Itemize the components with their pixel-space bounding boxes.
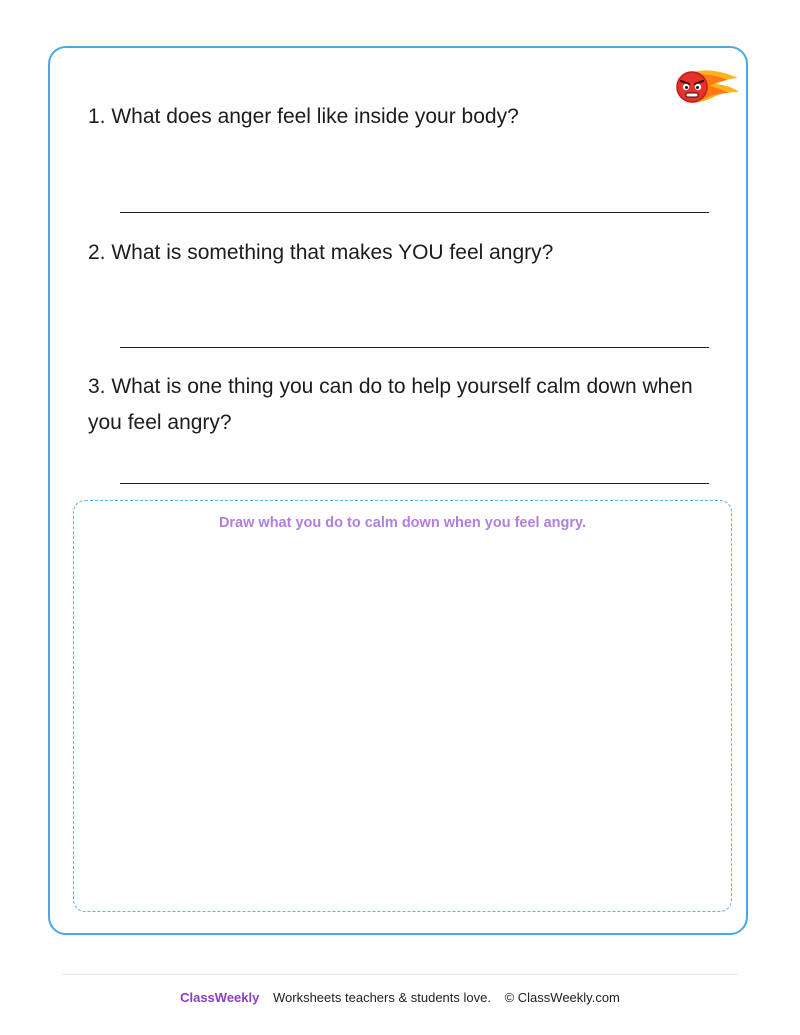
footer-brand: ClassWeekly [180,990,260,1005]
drawing-prompt: Draw what you do to calm down when you feel angry. [218,515,587,531]
footer-copyright: © ClassWeekly.com [504,990,620,1005]
footer-tagline: Worksheets teachers & students love. [272,990,491,1005]
footer-divider [62,974,738,975]
answer-line-1[interactable] [120,212,709,213]
footer [0,990,800,1005]
question-1: 1. What does anger feel like inside your body? [88,105,519,128]
answer-line-3[interactable] [120,483,709,484]
answer-line-2[interactable] [120,347,709,348]
question-2: 2. What is something that makes YOU feel angry? [88,241,554,264]
question-3: 3. What is one thing you can do to help yourself calm down when you feel angry? [88,375,693,434]
drawing-area[interactable] [73,500,732,912]
